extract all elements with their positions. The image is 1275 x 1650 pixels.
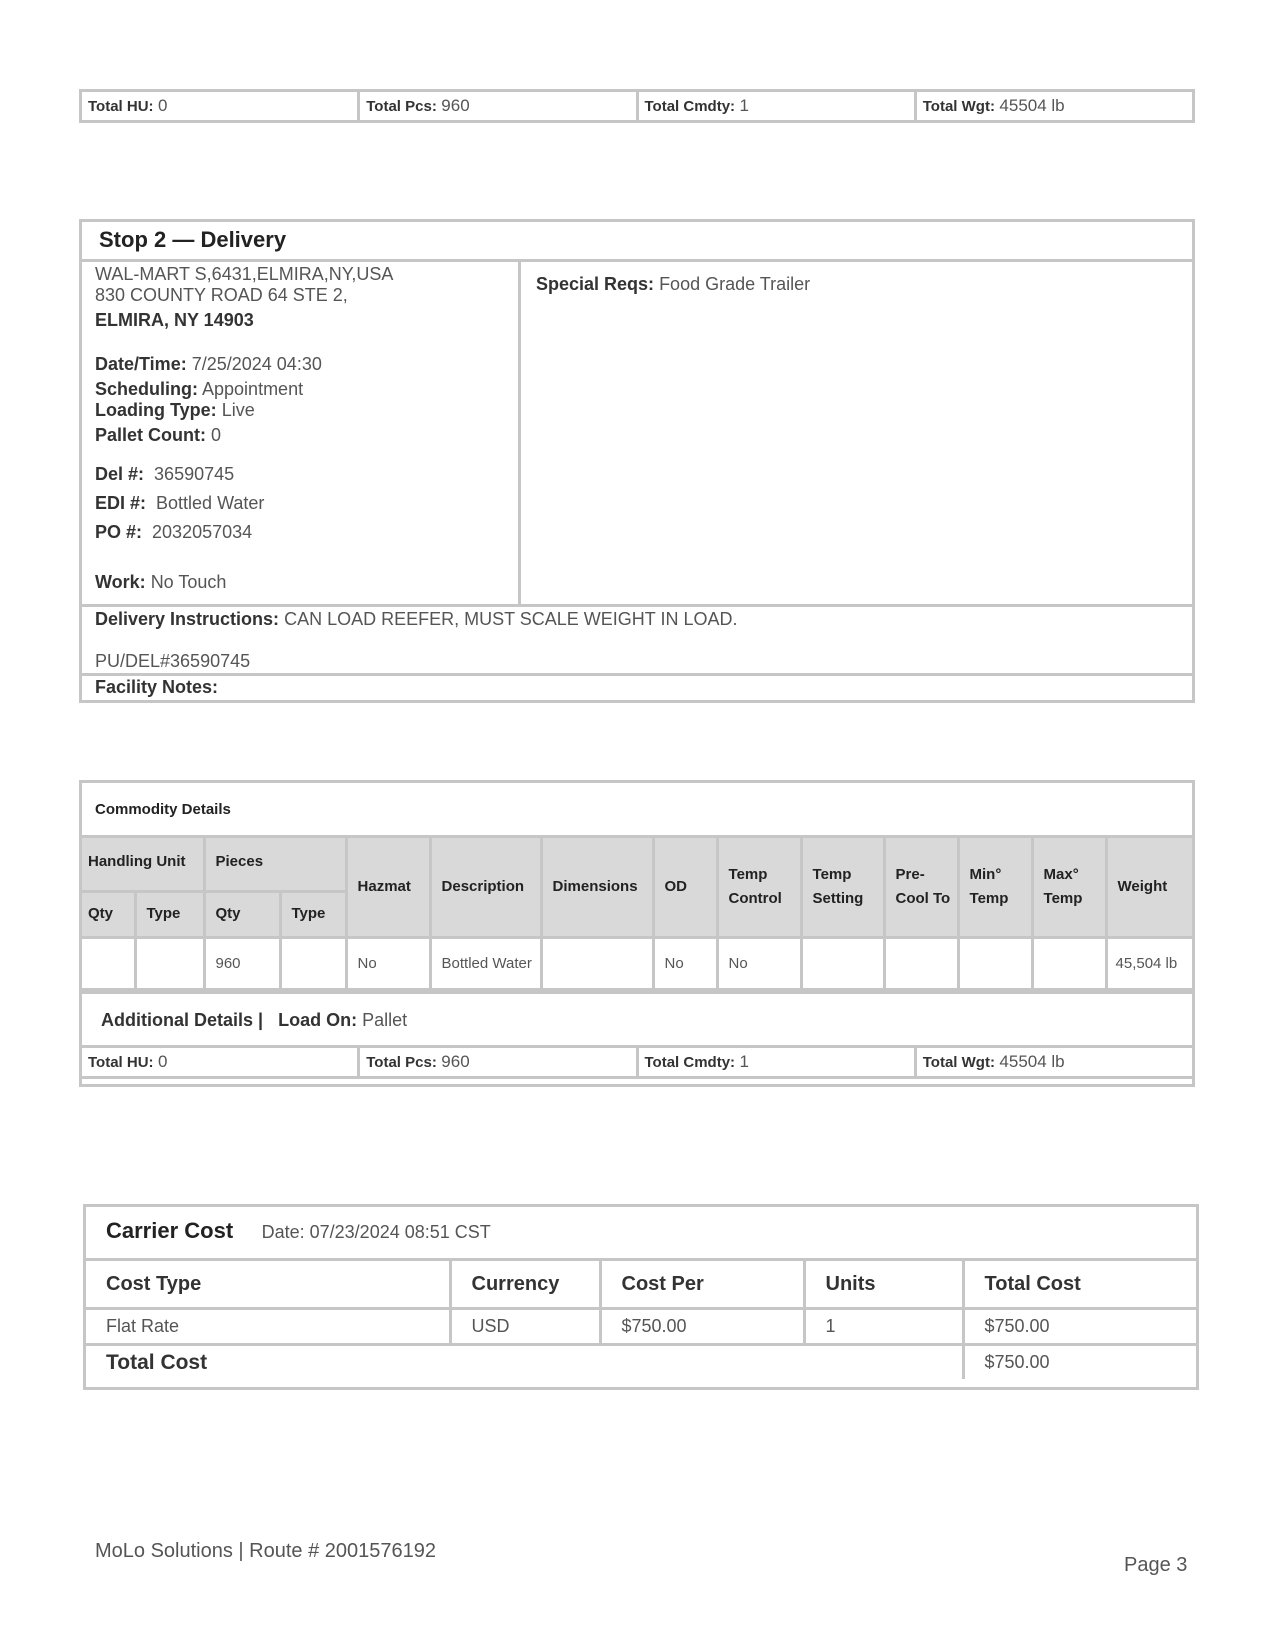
stop-work: Work: No Touch [95,572,227,592]
totals-bar-bottom [79,1045,1195,1079]
total-cmdty: Total Cmdty: 1 [639,92,917,120]
cell-min-temp [958,937,1032,989]
stop-address: 830 COUNTY ROAD 64 STE 2, [95,285,348,305]
header-dimensions: Dimensions [541,838,653,937]
carrier-cost-header [86,1207,1196,1261]
total-row [86,1345,1196,1380]
header-temp-control: Temp Control [717,838,801,937]
stop-title: Stop 2 — Delivery [82,222,1192,262]
cell-precool [884,937,958,989]
header-pcs-qty: Qty [204,891,280,937]
stop-del-number: Del #: 36590745 [95,464,235,484]
cell-cost-per: $750.00 [600,1309,804,1345]
header-min-temp: Min° Temp [958,838,1032,937]
total-hu: Total HU: 0 [82,1048,360,1076]
cell-hu-qty [82,937,135,989]
header-hazmat: Hazmat [346,838,430,937]
carrier-cost-table [86,1261,1196,1379]
stop-scheduling: Scheduling: Appointment [95,379,304,399]
table-row [82,937,1192,989]
cell-pcs-type [280,937,346,989]
header-temp-setting: Temp Setting [801,838,884,937]
cell-units: 1 [804,1309,963,1345]
total-cost-label: Total Cost [86,1345,963,1380]
header-od: OD [653,838,717,937]
header-hu-type: Type [135,891,204,937]
cell-temp-setting [801,937,884,989]
facility-notes: Facility Notes: [95,677,219,697]
cell-hu-type [135,937,204,989]
total-cmdty: Total Cmdty: 1 [639,1048,917,1076]
stop-section [79,219,1195,703]
cell-od: No [653,937,717,989]
commodity-title: Commodity Details [82,783,1192,838]
page-number: Page 3 [1124,1554,1188,1576]
cell-pcs-qty: 960 [204,937,280,989]
header-precool: Pre-Cool To [884,838,958,937]
cell-currency: USD [450,1309,600,1345]
header-pieces: Pieces [204,838,346,891]
stop-pallet-count: Pallet Count: 0 [95,425,222,445]
additional-details: Additional Details | Load On: Pallet [82,991,1192,1046]
totals-bar-top [79,89,1195,123]
commodity-section [79,780,1195,1087]
header-units: Units [804,1261,963,1309]
cell-hazmat: No [346,937,430,989]
table-row [86,1309,1196,1345]
header-handling-unit: Handling Unit [82,838,204,891]
cell-temp-control: No [717,937,801,989]
delivery-instructions: Delivery Instructions: CAN LOAD REEFER, MUST SCALE WEIGHT IN LOAD. PU/DEL#36590745 [82,607,1192,676]
cell-description: Bottled Water [430,937,541,989]
header-weight: Weight [1106,838,1192,937]
stop-datetime: Date/Time: 7/25/2024 04:30 [95,354,322,374]
commodity-table [82,838,1192,991]
cell-cost-type: Flat Rate [86,1309,450,1345]
stop-loading-type: Loading Type: Live [95,400,255,420]
pu-del-number: PU/DEL#36590745 [95,651,251,671]
total-pcs: Total Pcs: 960 [360,1048,638,1076]
total-pcs: Total Pcs: 960 [360,92,638,120]
header-currency: Currency [450,1261,600,1309]
stop-name: WAL-MART S,6431,ELMIRA,NY,USA [95,264,394,284]
cell-total-cost: $750.00 [963,1309,1196,1345]
cell-dimensions [541,937,653,989]
header-total-cost: Total Cost [963,1261,1196,1309]
header-hu-qty: Qty [82,891,135,937]
stop-special-reqs: Special Reqs: Food Grade Trailer [536,274,811,294]
carrier-cost-title: Carrier Cost [106,1218,234,1243]
stop-body [82,262,1192,607]
header-cost-type: Cost Type [86,1261,450,1309]
footer-route: MoLo Solutions | Route # 2001576192 [95,1540,437,1562]
stop-city: ELMIRA, NY 14903 [95,310,254,330]
carrier-cost-date: Date: 07/23/2024 08:51 CST [261,1222,491,1242]
stop-details [82,262,521,604]
cell-weight: 45,504 lb [1106,937,1192,989]
stop-edi-number: EDI #: Bottled Water [95,493,265,513]
total-cost-value: $750.00 [963,1345,1196,1380]
total-wgt: Total Wgt: 45504 lb [922,96,1065,115]
total-wgt: Total Wgt: 45504 lb [922,1052,1065,1071]
carrier-cost-section [83,1204,1199,1390]
total-hu: Total HU: 0 [82,92,360,120]
header-description: Description [430,838,541,937]
header-pcs-type: Type [280,891,346,937]
stop-po-number: PO #: 2032057034 [95,522,253,542]
header-max-temp: Max° Temp [1032,838,1106,937]
cell-max-temp [1032,937,1106,989]
header-cost-per: Cost Per [600,1261,804,1309]
